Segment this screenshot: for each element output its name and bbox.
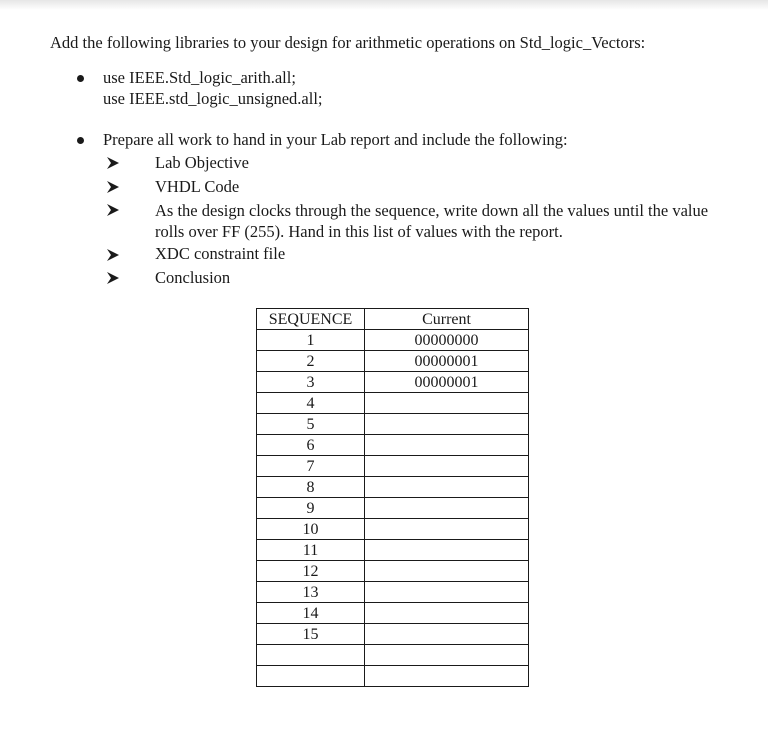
sequence-cell: 1 (257, 330, 365, 351)
table-row (257, 540, 529, 561)
bullet-icon (77, 75, 84, 82)
arrow-bullet-icon (106, 180, 120, 194)
table-row (257, 666, 529, 687)
prepare-text: Prepare all work to hand in your Lab report and include the following: (103, 130, 568, 149)
sequence-cell: 5 (257, 414, 365, 435)
table-row (257, 603, 529, 624)
item-sequence-line-1: As the design clocks through the sequence, write down all the values until the value (155, 201, 709, 220)
current-cell (365, 582, 529, 603)
current-cell: 00000000 (365, 330, 529, 351)
arrow-bullet-icon (106, 248, 120, 262)
library-line-2: use IEEE.std_logic_unsigned.all; (103, 89, 323, 108)
sequence-cell: 7 (257, 456, 365, 477)
table-row (257, 456, 529, 477)
sequence-table (256, 308, 529, 687)
current-cell (365, 414, 529, 435)
bullet-icon (77, 137, 84, 144)
current-cell (365, 666, 529, 687)
arrow-bullet-icon (106, 156, 120, 170)
current-cell (365, 540, 529, 561)
sequence-cell: 3 (257, 372, 365, 393)
table-row (257, 414, 529, 435)
sequence-cell (257, 645, 365, 666)
intro-text: Add the following libraries to your design for arithmetic operations on Std_logic_Vectors: (50, 33, 646, 52)
current-cell (365, 435, 529, 456)
table-row (257, 435, 529, 456)
top-edge-shadow (0, 0, 768, 10)
header-current: Current (365, 309, 529, 330)
current-cell: 00000001 (365, 351, 529, 372)
item-lab-objective: Lab Objective (155, 153, 249, 172)
current-cell (365, 477, 529, 498)
sequence-cell: 14 (257, 603, 365, 624)
current-cell: 00000001 (365, 372, 529, 393)
sequence-cell: 15 (257, 624, 365, 645)
current-cell (365, 624, 529, 645)
table-row (257, 393, 529, 414)
table-row (257, 498, 529, 519)
current-cell (365, 498, 529, 519)
header-sequence: SEQUENCE (257, 309, 365, 330)
current-cell (365, 393, 529, 414)
library-line-1: use IEEE.Std_logic_arith.all; (103, 68, 296, 87)
sequence-cell: 2 (257, 351, 365, 372)
current-cell (365, 645, 529, 666)
sequence-cell: 6 (257, 435, 365, 456)
item-xdc-file: XDC constraint file (155, 244, 286, 263)
sequence-cell: 13 (257, 582, 365, 603)
arrow-bullet-icon (106, 271, 120, 285)
table-row (257, 330, 529, 351)
table-header-row (257, 309, 529, 330)
table-row (257, 582, 529, 603)
table-row (257, 645, 529, 666)
current-cell (365, 456, 529, 477)
current-cell (365, 519, 529, 540)
table-row (257, 351, 529, 372)
item-vhdl-code: VHDL Code (155, 177, 240, 196)
table-row (257, 477, 529, 498)
table-row (257, 519, 529, 540)
table-row (257, 372, 529, 393)
arrow-bullet-icon (106, 203, 120, 217)
sequence-cell: 9 (257, 498, 365, 519)
table-row (257, 624, 529, 645)
sequence-cell: 11 (257, 540, 365, 561)
item-sequence-line-2: rolls over FF (255). Hand in this list of values with the report. (155, 222, 563, 241)
item-conclusion: Conclusion (155, 268, 231, 287)
current-cell (365, 561, 529, 582)
sequence-cell: 4 (257, 393, 365, 414)
sequence-cell: 10 (257, 519, 365, 540)
current-cell (365, 603, 529, 624)
sequence-cell: 12 (257, 561, 365, 582)
sequence-cell: 8 (257, 477, 365, 498)
table-row (257, 561, 529, 582)
sequence-cell (257, 666, 365, 687)
